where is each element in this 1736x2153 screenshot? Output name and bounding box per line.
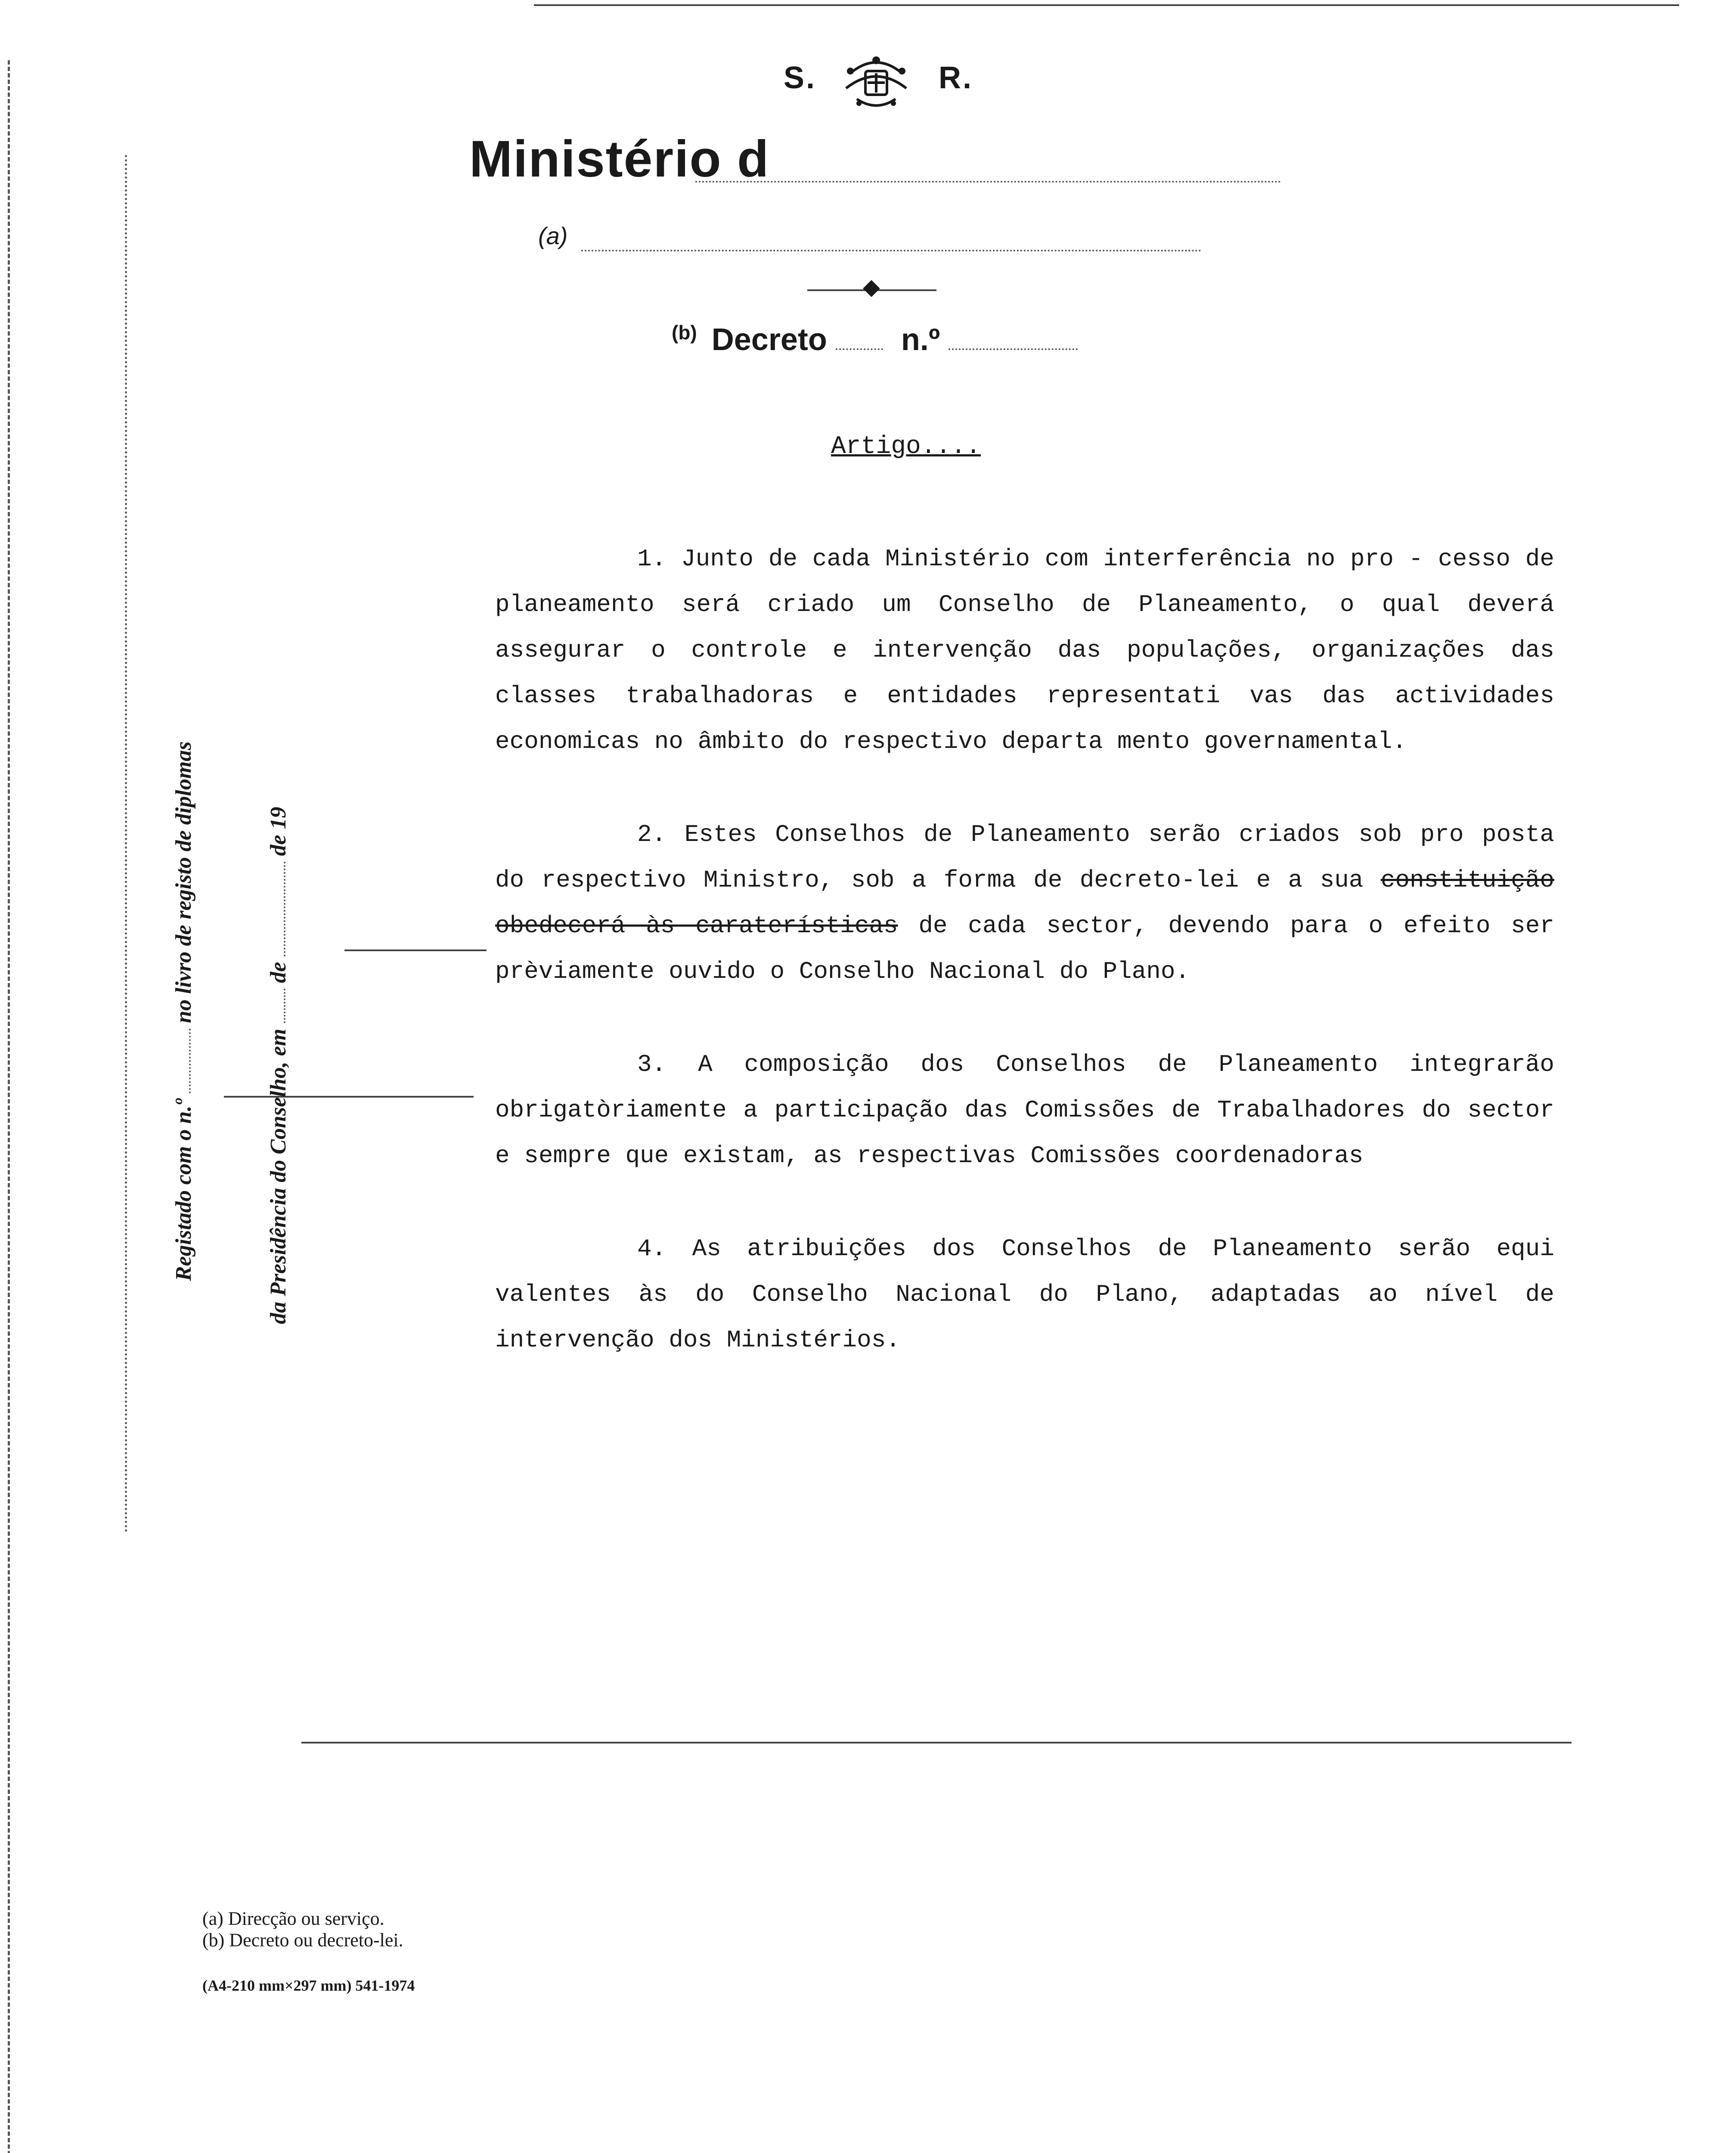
registration-de-1: de (266, 962, 291, 983)
article-heading (831, 433, 981, 461)
paragraph-text: de cada sector, devendo para o efeito ser prèviamente ouvido o Conselho Nacional do Plano. (495, 912, 1554, 985)
article-heading-text: Artigo.... (831, 433, 981, 461)
footnote-b: (b) Decreto ou decreto-lei. (202, 1930, 403, 1951)
registration-book-label: no livro de registo de diplomas (171, 741, 196, 1024)
decree-body (495, 536, 1554, 1363)
paragraph-number: 4. (637, 1235, 666, 1263)
bottom-rule (301, 1742, 1572, 1743)
binding-margin-rule (125, 155, 127, 1533)
registration-day-blank (265, 989, 285, 1023)
margin-hline-2 (224, 1096, 474, 1098)
margin-hline-1 (344, 949, 487, 951)
decree-number-label: n.º (901, 323, 940, 357)
decree-number-blank (949, 323, 1078, 350)
ministry-fill-line (695, 181, 1281, 183)
decree-marker: (b) (672, 321, 697, 344)
decree-type-blank (836, 323, 883, 350)
decree-label: Decreto (711, 323, 827, 357)
struck-text: constituição obedecerá às caraterísticas (495, 866, 1554, 940)
paragraph-text: Estes Conselhos de Planeamento serão criados sob pro posta do respectivo Ministro, sob a forma de decreto-lei e a sua (495, 821, 1554, 894)
paragraph-number: 1. (637, 545, 666, 573)
paragraph-4 (495, 1226, 1554, 1363)
left-margin-rule (8, 60, 10, 2153)
ministry-label: Ministério d (469, 130, 770, 188)
registration-number-label: Registado com o n.º (171, 1099, 196, 1281)
registration-line-1 (170, 741, 196, 1281)
ornament-diamond (863, 280, 880, 297)
paragraph-number: 3. (637, 1051, 666, 1078)
paragraph-3 (495, 1042, 1554, 1179)
direction-marker: (a) (538, 222, 568, 249)
paragraph-number: 2. (637, 821, 666, 848)
coat-of-arms-emblem (833, 47, 919, 116)
footnote-a: (a) Direcção ou serviço. (202, 1908, 384, 1929)
paragraph-text: As atribuições dos Conselhos de Planeamento serão equi valentes às do Conselho Nacional do Plano, adaptadas ao nível de intervenção dos Ministérios. (495, 1235, 1554, 1354)
header-left-letter: S. (784, 61, 817, 95)
form-code: (A4-210 mm×297 mm) 541-1974 (202, 1977, 415, 1994)
header-right-letter: R. (939, 61, 973, 95)
paragraph-text: A composição dos Conselhos de Planeamento integrarão obrigatòriamente a participação das Comissões de Trabalhadores do sector e sempre que existam, as respectivas Comissões coordenadoras (495, 1051, 1555, 1170)
top-rule (534, 4, 1679, 6)
paragraph-text: Junto de cada Ministério com interferência no pro - cesso de planeamento será criado um Conselho de Planeamento, o qual deverá assegurar o controle e intervenção das populações, organizações das classes trabalhadoras e entidades representati vas das actividades economicas no âmbito do respectivo departa mento governamental. (495, 545, 1555, 755)
registration-number-blank (170, 1029, 191, 1093)
registration-year-label: de 19 (266, 807, 291, 856)
decree-row (672, 321, 1078, 357)
registration-month-blank (265, 862, 285, 956)
paragraph-2 (495, 812, 1554, 994)
paragraph-1 (495, 536, 1554, 764)
registration-line-2 (265, 807, 291, 1324)
direction-fill-line (581, 250, 1201, 251)
registration-date-label: da Presidência do Conselho, em (266, 1028, 291, 1324)
